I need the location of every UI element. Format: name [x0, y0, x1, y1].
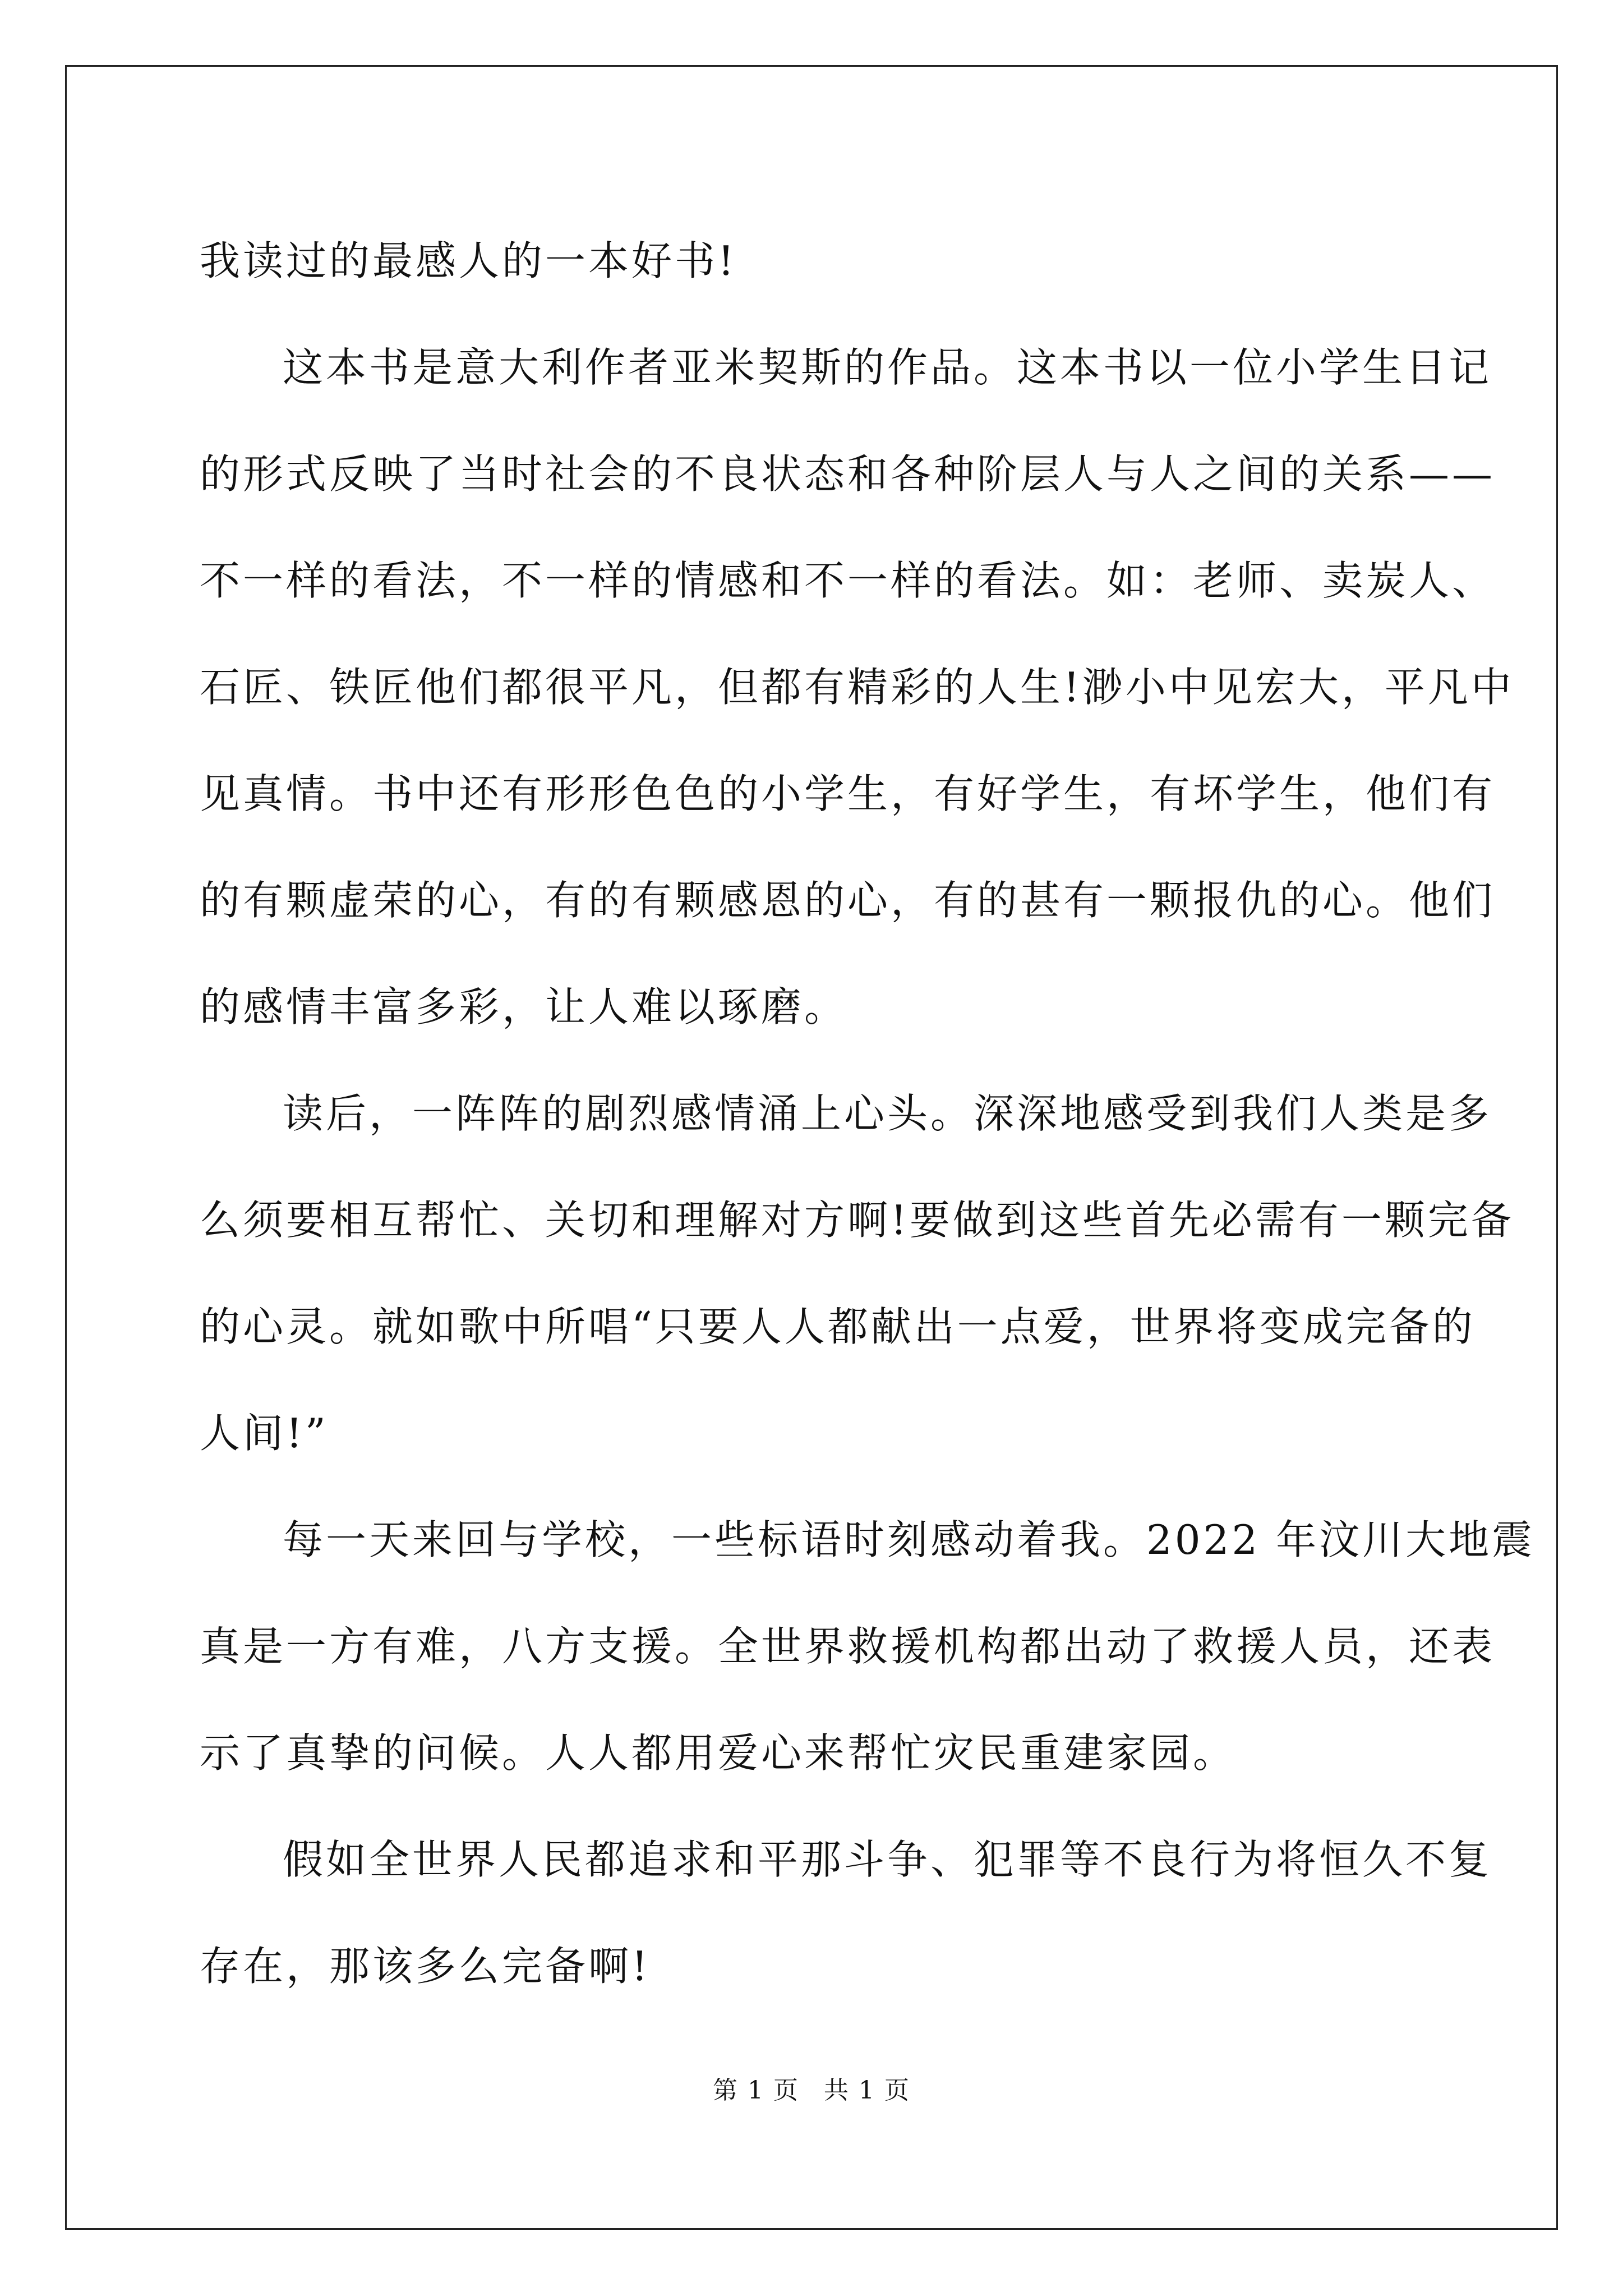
text-line: 假如全世界人民都追求和平那斗争、犯罪等不良行为将恒久不复: [283, 1836, 1492, 1883]
page-footer: [0, 2070, 1623, 2106]
text-line: 每一天来回与学校，一些标语时刻感动着我。2022 年汶川大地震: [283, 1516, 1536, 1563]
text-line: 的感情丰富多彩，让人难以琢磨。: [200, 983, 848, 1030]
text-line: 的有颗虚荣的心，有的有颗感恩的心，有的甚有一颗报仇的心。他们: [200, 877, 1496, 924]
text-line: 这本书是意大利作者亚米契斯的作品。这本书以一位小学生日记: [283, 344, 1492, 391]
text-line: 石匠、铁匠他们都很平凡，但都有精彩的人生!渺小中见宏大，平凡中: [200, 664, 1514, 711]
text-line: 我读过的最感人的一本好书!: [200, 237, 737, 284]
text-line: 存在，那该多么完备啊!: [200, 1943, 651, 1990]
page-number-current: 第 1 页: [713, 2076, 799, 2105]
text-line: 示了真挚的问候。人人都用爱心来帮忙灾民重建家园。: [200, 1729, 1237, 1777]
text-line: 的心灵。就如歌中所唱“只要人人都献出一点爱，世界将变成完备的: [200, 1303, 1476, 1350]
text-line: 见真情。书中还有形形色色的小学生，有好学生，有坏学生，他们有: [200, 770, 1496, 817]
text-line: 不一样的看法，不一样的情感和不一样的看法。如：老师、卖炭人、: [200, 557, 1496, 604]
document-body: [200, 208, 1536, 2019]
text-line: 读后，一阵阵的剧烈感情涌上心头。深深地感受到我们人类是多: [283, 1090, 1492, 1137]
text-line: 人间!”: [200, 1410, 329, 1457]
text-line: 真是一方有难，八方支援。全世界救援机构都出动了救援人员，还表: [200, 1623, 1496, 1670]
page-number-total: 共 1 页: [824, 2076, 910, 2105]
text-line: 么须要相互帮忙、关切和理解对方啊!要做到这些首先必需有一颗完备: [200, 1197, 1514, 1244]
text-line: 的形式反映了当时社会的不良状态和各种阶层人与人之间的关系——: [200, 450, 1496, 498]
